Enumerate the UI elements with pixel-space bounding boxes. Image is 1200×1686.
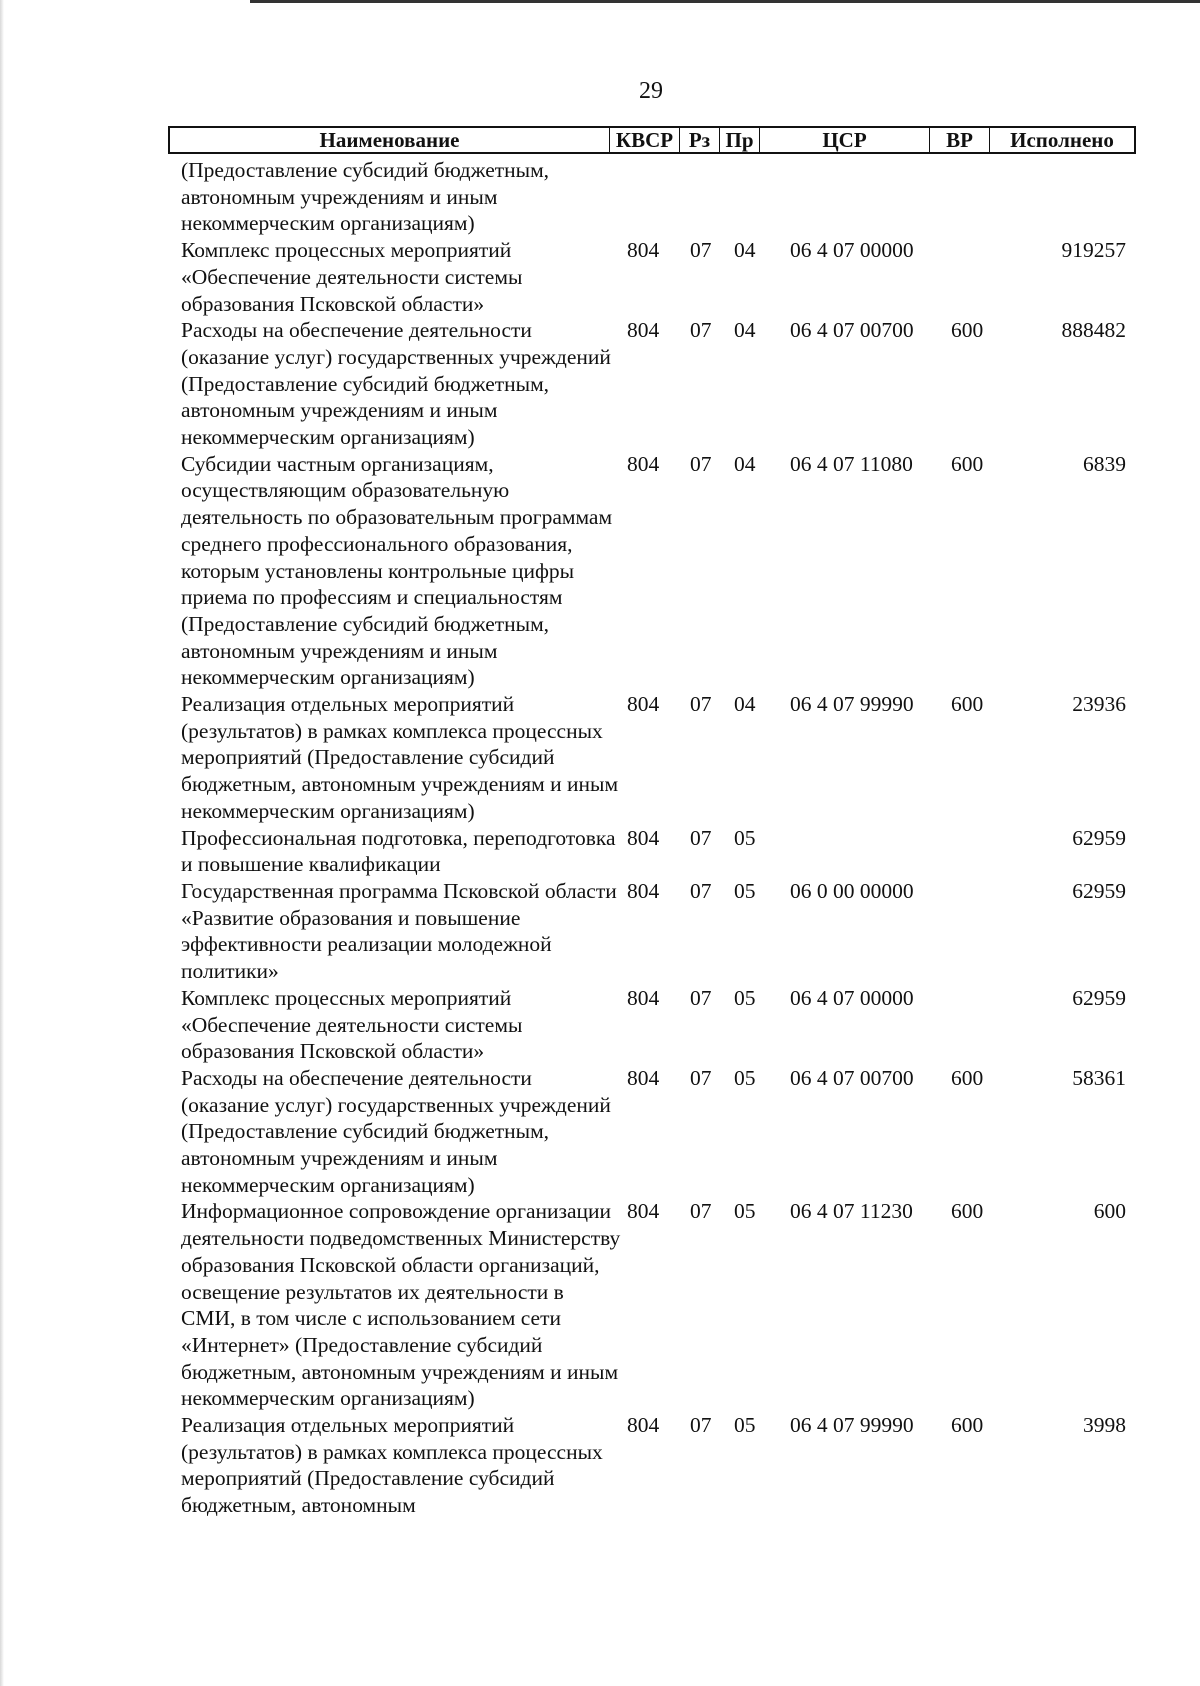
row-name: Профессиональная подготовка, переподготовка и повышение квалификации bbox=[181, 825, 616, 877]
row-executed: 6839 bbox=[1083, 451, 1126, 476]
row-csr: 06 4 07 11230 bbox=[790, 1199, 913, 1224]
row-pr: 05 bbox=[734, 878, 756, 903]
row-csr: 06 4 07 11080 bbox=[790, 451, 913, 476]
row-name: Комплекс процессных мероприятий «Обеспечение деятельности системы образования Псковской области» bbox=[181, 238, 523, 316]
table-row bbox=[181, 157, 1131, 237]
row-kvsr: 804 bbox=[627, 1199, 660, 1224]
row-name: Расходы на обеспечение деятельности (оказание услуг) государственных учреждений (Предоставление субсидий бюджетным, автономным учреждениям и иным некоммерческим организациям) bbox=[181, 318, 611, 450]
row-vr: 600 bbox=[951, 1413, 984, 1438]
row-kvsr: 804 bbox=[627, 238, 660, 263]
row-vr: 600 bbox=[951, 318, 984, 343]
row-name: Субсидии частным организациям, осуществляющим образовательную деятельность по образовательным программам среднего профессионального образования, которым установлены контрольные цифры приема по профессиям и специальностям (Предоставление субсидий бюджетным, автономным учреждениям и иным некоммерческим организациям) bbox=[181, 451, 613, 690]
row-rz: 07 bbox=[690, 1065, 712, 1090]
row-name: Реализация отдельных мероприятий (результатов) в рамках комплекса процессных мероприятий (Предоставление субсидий бюджетным, автономным учреждениям и иным некоммерческим организациям) bbox=[181, 692, 619, 823]
row-kvsr: 804 bbox=[627, 451, 660, 476]
row-kvsr: 804 bbox=[627, 878, 660, 903]
row-name: Реализация отдельных мероприятий (результатов) в рамках комплекса процессных мероприятий (Предоставление субсидий бюджетным, автономным bbox=[181, 1413, 603, 1518]
row-vr: 600 bbox=[951, 451, 984, 476]
table-row bbox=[181, 691, 1131, 825]
header-pr: Пр bbox=[720, 128, 760, 152]
row-executed: 62959 bbox=[1072, 825, 1126, 850]
row-kvsr: 804 bbox=[627, 985, 660, 1010]
row-kvsr: 804 bbox=[627, 318, 660, 343]
table-row bbox=[181, 1412, 1131, 1519]
top-scan-border bbox=[250, 0, 1200, 3]
row-kvsr: 804 bbox=[627, 692, 660, 717]
row-csr: 06 4 07 00700 bbox=[790, 1065, 914, 1090]
table-header bbox=[168, 126, 1136, 154]
header-kvsr: КВСР bbox=[610, 128, 680, 152]
row-rz: 07 bbox=[690, 1413, 712, 1438]
row-executed: 600 bbox=[1093, 1199, 1126, 1224]
table-row bbox=[181, 317, 1131, 451]
header-executed: Исполнено bbox=[1010, 128, 1114, 152]
row-executed: 62959 bbox=[1072, 878, 1126, 903]
row-csr: 06 4 07 99990 bbox=[790, 1413, 914, 1438]
table-row bbox=[181, 1065, 1131, 1199]
row-name: Расходы на обеспечение деятельности (оказание услуг) государственных учреждений (Предоставление субсидий бюджетным, автономным учреждениям и иным некоммерческим организациям) bbox=[181, 1065, 611, 1197]
row-csr: 06 4 07 00000 bbox=[790, 985, 914, 1010]
row-pr: 04 bbox=[734, 692, 756, 717]
table-row bbox=[181, 878, 1131, 985]
row-rz: 07 bbox=[690, 451, 712, 476]
header-name: Наименование bbox=[170, 128, 610, 152]
row-pr: 05 bbox=[734, 825, 756, 850]
row-rz: 07 bbox=[690, 1199, 712, 1224]
header-csr: ЦСР bbox=[760, 128, 930, 152]
row-csr: 06 4 07 99990 bbox=[790, 692, 914, 717]
row-executed: 919257 bbox=[1061, 238, 1126, 263]
header-vr: ВР bbox=[930, 128, 990, 152]
row-rz: 07 bbox=[690, 825, 712, 850]
row-pr: 05 bbox=[734, 985, 756, 1010]
row-pr: 05 bbox=[734, 1413, 756, 1438]
table-row bbox=[181, 451, 1131, 691]
row-name: (Предоставление субсидий бюджетным, автономным учреждениям и иным некоммерческим организациям) bbox=[181, 158, 550, 236]
row-pr: 05 bbox=[734, 1199, 756, 1224]
table-row bbox=[181, 825, 1131, 878]
row-rz: 07 bbox=[690, 878, 712, 903]
row-csr: 06 4 07 00000 bbox=[790, 238, 914, 263]
page-number: 29 bbox=[639, 78, 663, 104]
row-kvsr: 804 bbox=[627, 1413, 660, 1438]
row-executed: 3998 bbox=[1083, 1413, 1126, 1438]
row-executed: 23936 bbox=[1072, 692, 1126, 717]
row-name: Государственная программа Псковской области «Развитие образования и повышение эффективности реализации молодежной политики» bbox=[181, 878, 617, 984]
table-row bbox=[181, 985, 1131, 1065]
row-rz: 07 bbox=[690, 318, 712, 343]
row-pr: 04 bbox=[734, 238, 756, 263]
row-kvsr: 804 bbox=[627, 825, 660, 850]
row-pr: 04 bbox=[734, 318, 756, 343]
row-executed: 888482 bbox=[1061, 318, 1126, 343]
scan-edge bbox=[0, 0, 4, 1686]
table-row bbox=[181, 237, 1131, 317]
row-vr: 600 bbox=[951, 1199, 984, 1224]
row-executed: 58361 bbox=[1072, 1065, 1126, 1090]
row-rz: 07 bbox=[690, 692, 712, 717]
row-csr: 06 4 07 00700 bbox=[790, 318, 914, 343]
row-executed: 62959 bbox=[1072, 985, 1126, 1010]
row-pr: 04 bbox=[734, 451, 756, 476]
row-vr: 600 bbox=[951, 692, 984, 717]
row-pr: 05 bbox=[734, 1065, 756, 1090]
row-vr: 600 bbox=[951, 1065, 984, 1090]
table-row bbox=[181, 1198, 1131, 1412]
row-name: Информационное сопровождение организации деятельности подведомственных Министерству образования Псковской области организаций, освещение результатов их деятельности в СМИ, в том числе с использованием сети «Интернет» (Предоставление субсидий бюджетным, автономным учреждениям и иным некоммерческим организациям) bbox=[181, 1199, 621, 1411]
row-name: Комплекс процессных мероприятий «Обеспечение деятельности системы образования Псковской области» bbox=[181, 985, 523, 1064]
row-kvsr: 804 bbox=[627, 1065, 660, 1090]
row-rz: 07 bbox=[690, 238, 712, 263]
header-rz: Рз bbox=[680, 128, 720, 152]
row-csr: 06 0 00 00000 bbox=[790, 878, 914, 903]
table-body bbox=[181, 157, 1131, 1519]
row-rz: 07 bbox=[690, 985, 712, 1010]
